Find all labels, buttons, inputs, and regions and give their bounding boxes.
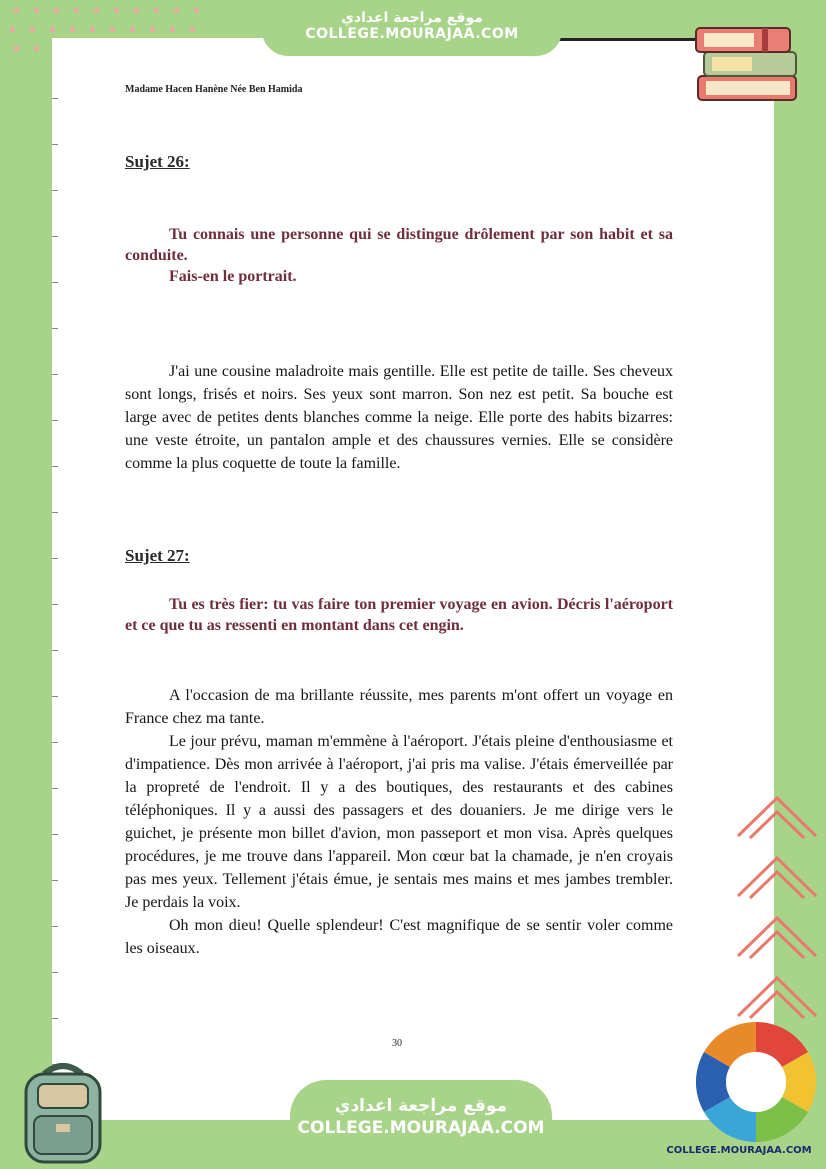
- margin-tick: [52, 972, 58, 973]
- logo-caption: COLLEGE.MOURAJAA.COM: [666, 1145, 812, 1156]
- margin-tick: [52, 742, 58, 743]
- decorative-dot: [34, 46, 39, 51]
- document-page: [52, 38, 774, 1120]
- decorative-dot: [30, 27, 35, 32]
- decorative-dot: [114, 8, 119, 13]
- answer-paragraph: Oh mon dieu! Quelle splendeur! C'est magnifique de se sentir voler comme les oiseaux.: [125, 917, 673, 957]
- margin-tick: [52, 834, 58, 835]
- answer-paragraph: J'ai une cousine maladroite mais gentille. Elle est petite de taille. Ses cheveux sont longs, frisés et noirs. Ses yeux sont marron. Son nez est petit. Sa bouche est large avec de petites dents blanches comme la neige. Elle porte des habits bizarres: une veste étroite, un pantalon ample et des chaussures vernies. Elle se considère comme la plus coquette de toute la famille.: [125, 363, 673, 472]
- decorative-dot: [10, 27, 15, 32]
- margin-tick: [52, 880, 58, 881]
- decorative-dot: [70, 27, 75, 32]
- margin-tick: [52, 98, 58, 99]
- decorative-dot: [170, 27, 175, 32]
- site-domain: COLLEGE.MOURAJAA.COM: [305, 26, 519, 42]
- subject-26-prompt: [125, 224, 673, 287]
- margin-tick: [52, 696, 58, 697]
- decorative-dot: [50, 27, 55, 32]
- margin-ticks: [52, 98, 60, 1098]
- margin-tick: [52, 466, 58, 467]
- books-stack-icon: [692, 14, 804, 108]
- subject-27-answer: [125, 684, 673, 960]
- decorative-dot: [34, 8, 39, 13]
- education-wheel-logo: [694, 1020, 818, 1144]
- site-domain: COLLEGE.MOURAJAA.COM: [297, 1118, 545, 1138]
- decorative-dot: [194, 8, 199, 13]
- decorative-dot: [54, 8, 59, 13]
- author-line: Madame Hacen Hanène Née Ben Hamida: [125, 84, 303, 95]
- decorative-dot: [94, 8, 99, 13]
- decorative-dot: [190, 27, 195, 32]
- subject-27-title: Sujet 27:: [125, 546, 190, 565]
- decorative-dot: [174, 8, 179, 13]
- margin-tick: [52, 512, 58, 513]
- margin-tick: [52, 604, 58, 605]
- subject-26-title: Sujet 26:: [125, 152, 190, 171]
- decorative-dot: [90, 27, 95, 32]
- site-header-badge[interactable]: [262, 6, 562, 56]
- margin-tick: [52, 374, 58, 375]
- backpack-icon: [10, 1060, 116, 1166]
- decorative-dot: [110, 27, 115, 32]
- margin-tick: [52, 788, 58, 789]
- margin-tick: [52, 1018, 58, 1019]
- decorative-dot: [130, 27, 135, 32]
- margin-tick: [52, 328, 58, 329]
- prompt-paragraph: Tu connais une personne qui se distingue drôlement par son habit et sa conduite.: [125, 226, 673, 264]
- margin-tick: [52, 190, 58, 191]
- site-arabic-name: موقع مراجعة اعدادي: [334, 1096, 508, 1116]
- decorative-dot: [154, 8, 159, 13]
- answer-paragraph: Le jour prévu, maman m'emmène à l'aéroport. J'étais pleine d'enthousiasme et d'impatience. Dès mon arrivée à l'aéroport, j'ai pris ma valise. J'étais émerveillée par la propreté de l'endroit. Il y a des boutiques, des restaurants et des cabines téléphoniques. Il y a aussi des passagers et des douaniers. Je me dirige vers le guichet, je présente mon billet d'avion, mon passeport et mon visa. Après quelques procédures, je me trouve dans l'appareil. Mon cœur bat la chamade, je n'en croyais pas mes yeux. Tellement j'étais émue, je sentais mes mains et mes jambes trembler. Je perdais la voix.: [125, 733, 673, 911]
- chevron-up-icon: [732, 790, 822, 1040]
- subject-27-prompt: [125, 594, 673, 636]
- prompt-paragraph: Tu es très fier: tu vas faire ton premier voyage en avion. Décris l'aéroport et ce que tu as ressenti en montant dans cet engin.: [125, 596, 673, 634]
- margin-tick: [52, 558, 58, 559]
- answer-paragraph: A l'occasion de ma brillante réussite, mes parents m'ont offert un voyage en France chez ma tante.: [125, 687, 673, 727]
- margin-tick: [52, 282, 58, 283]
- decorative-dot: [14, 8, 19, 13]
- margin-tick: [52, 236, 58, 237]
- decorative-dot: [134, 8, 139, 13]
- prompt-paragraph: Fais-en le portrait.: [169, 268, 297, 285]
- site-footer-badge[interactable]: [290, 1080, 552, 1169]
- site-arabic-name: موقع مراجعة اعدادي: [341, 10, 483, 26]
- decorative-dot: [14, 46, 19, 51]
- margin-tick: [52, 420, 58, 421]
- margin-tick: [52, 926, 58, 927]
- decorative-dot: [74, 8, 79, 13]
- subject-26-answer: [125, 360, 673, 475]
- page-number: 30: [392, 1038, 402, 1049]
- margin-tick: [52, 144, 58, 145]
- margin-tick: [52, 650, 58, 651]
- decorative-dot: [150, 27, 155, 32]
